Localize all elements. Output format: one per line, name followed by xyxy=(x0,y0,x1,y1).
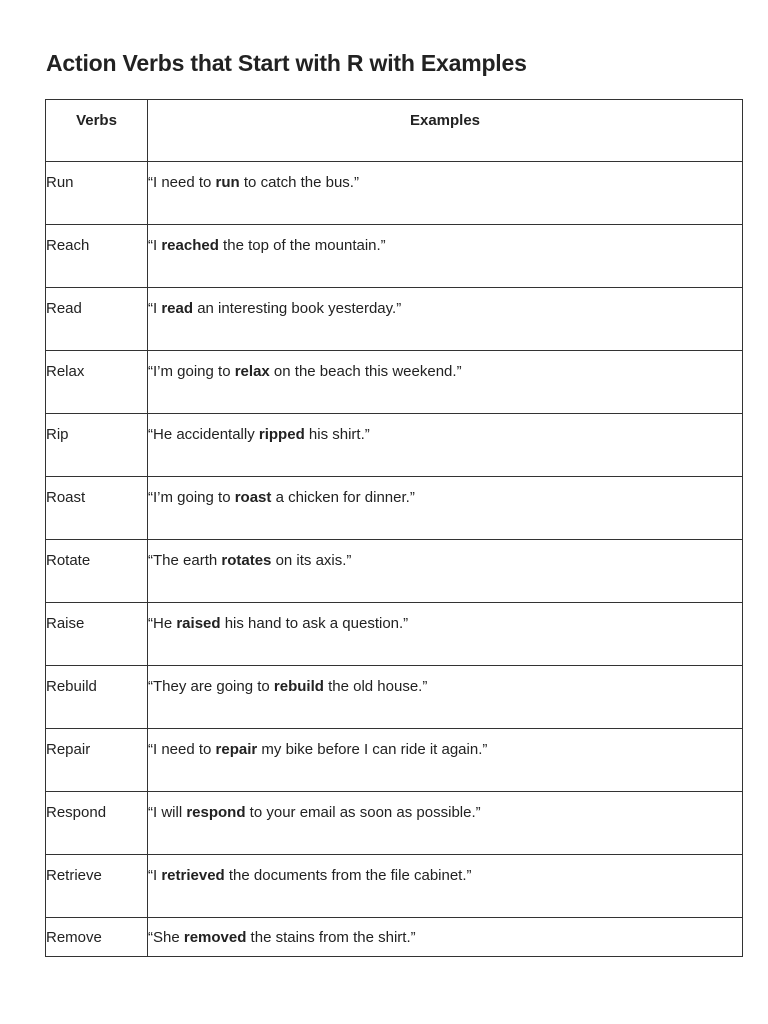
example-verb-bold: relax xyxy=(234,363,270,380)
example-text-after: a chicken for dinner.” xyxy=(271,489,415,506)
verb-cell: Rip xyxy=(46,414,148,477)
table-row xyxy=(46,225,743,288)
example-text-after: the stains from the shirt.” xyxy=(246,929,416,946)
table-row xyxy=(46,414,743,477)
verb-cell: Roast xyxy=(46,477,148,540)
table-row xyxy=(46,855,743,918)
verb-cell: Rotate xyxy=(46,540,148,603)
example-cell xyxy=(148,855,743,918)
example-text-before: “I’m going to xyxy=(148,489,235,506)
table-header-row xyxy=(46,100,743,162)
example-text-before: “I xyxy=(148,867,162,884)
example-cell xyxy=(148,792,743,855)
example-text-before: “I need to xyxy=(148,741,216,758)
verb-cell: Rebuild xyxy=(46,666,148,729)
table-row xyxy=(46,162,743,225)
example-text-before: “The earth xyxy=(148,552,222,569)
example-text-before: “I xyxy=(148,300,162,317)
example-verb-bold: raised xyxy=(176,615,221,632)
table-row xyxy=(46,477,743,540)
example-text-after: the documents from the file cabinet.” xyxy=(224,867,472,884)
example-text-before: “He accidentally xyxy=(148,426,259,443)
table-row xyxy=(46,918,743,957)
example-text-after: on the beach this weekend.” xyxy=(269,363,462,380)
header-examples: Examples xyxy=(148,100,743,162)
example-cell xyxy=(148,666,743,729)
example-cell xyxy=(148,162,743,225)
verb-cell: Relax xyxy=(46,351,148,414)
table-row xyxy=(46,666,743,729)
verb-cell: Raise xyxy=(46,603,148,666)
example-cell xyxy=(148,603,743,666)
example-cell xyxy=(148,414,743,477)
example-verb-bold: read xyxy=(161,300,194,317)
verb-cell: Retrieve xyxy=(46,855,148,918)
example-text-before: “He xyxy=(148,615,177,632)
table-row xyxy=(46,729,743,792)
example-verb-bold: repair xyxy=(215,741,258,758)
example-text-before: “She xyxy=(148,929,184,946)
table-row xyxy=(46,288,743,351)
example-text-before: “They are going to xyxy=(148,678,274,695)
example-text-before: “I xyxy=(148,237,162,254)
page-title: Action Verbs that Start with R with Examples xyxy=(46,50,527,76)
example-cell xyxy=(148,477,743,540)
example-verb-bold: roast xyxy=(234,489,272,506)
example-verb-bold: respond xyxy=(186,804,246,821)
example-text-after: the top of the mountain.” xyxy=(218,237,386,254)
verbs-table xyxy=(45,99,743,957)
example-text-after: an interesting book yesterday.” xyxy=(193,300,402,317)
example-verb-bold: retrieved xyxy=(161,867,225,884)
example-verb-bold: rotates xyxy=(221,552,272,569)
example-cell xyxy=(148,918,743,957)
example-verb-bold: ripped xyxy=(258,426,305,443)
verb-cell: Run xyxy=(46,162,148,225)
example-text-before: “I need to xyxy=(148,174,216,191)
example-text-after: my bike before I can ride it again.” xyxy=(257,741,488,758)
verb-cell: Read xyxy=(46,288,148,351)
example-cell xyxy=(148,288,743,351)
example-text-after: to your email as soon as possible.” xyxy=(245,804,481,821)
example-text-before: “I will xyxy=(148,804,187,821)
example-text-after: his hand to ask a question.” xyxy=(220,615,409,632)
verb-cell: Repair xyxy=(46,729,148,792)
example-text-before: “I’m going to xyxy=(148,363,235,380)
example-cell xyxy=(148,540,743,603)
verb-cell: Respond xyxy=(46,792,148,855)
example-text-after: to catch the bus.” xyxy=(239,174,359,191)
example-text-after: on its axis.” xyxy=(271,552,352,569)
example-cell xyxy=(148,225,743,288)
example-verb-bold: rebuild xyxy=(273,678,324,695)
example-verb-bold: removed xyxy=(183,929,247,946)
example-cell xyxy=(148,729,743,792)
table-row xyxy=(46,540,743,603)
example-cell xyxy=(148,351,743,414)
header-verbs: Verbs xyxy=(46,100,148,162)
verb-cell: Reach xyxy=(46,225,148,288)
table-row xyxy=(46,603,743,666)
verb-cell: Remove xyxy=(46,918,148,957)
example-text-after: his shirt.” xyxy=(304,426,370,443)
example-verb-bold: reached xyxy=(161,237,219,254)
table-row xyxy=(46,792,743,855)
table-row xyxy=(46,351,743,414)
example-text-after: the old house.” xyxy=(323,678,428,695)
example-verb-bold: run xyxy=(215,174,240,191)
